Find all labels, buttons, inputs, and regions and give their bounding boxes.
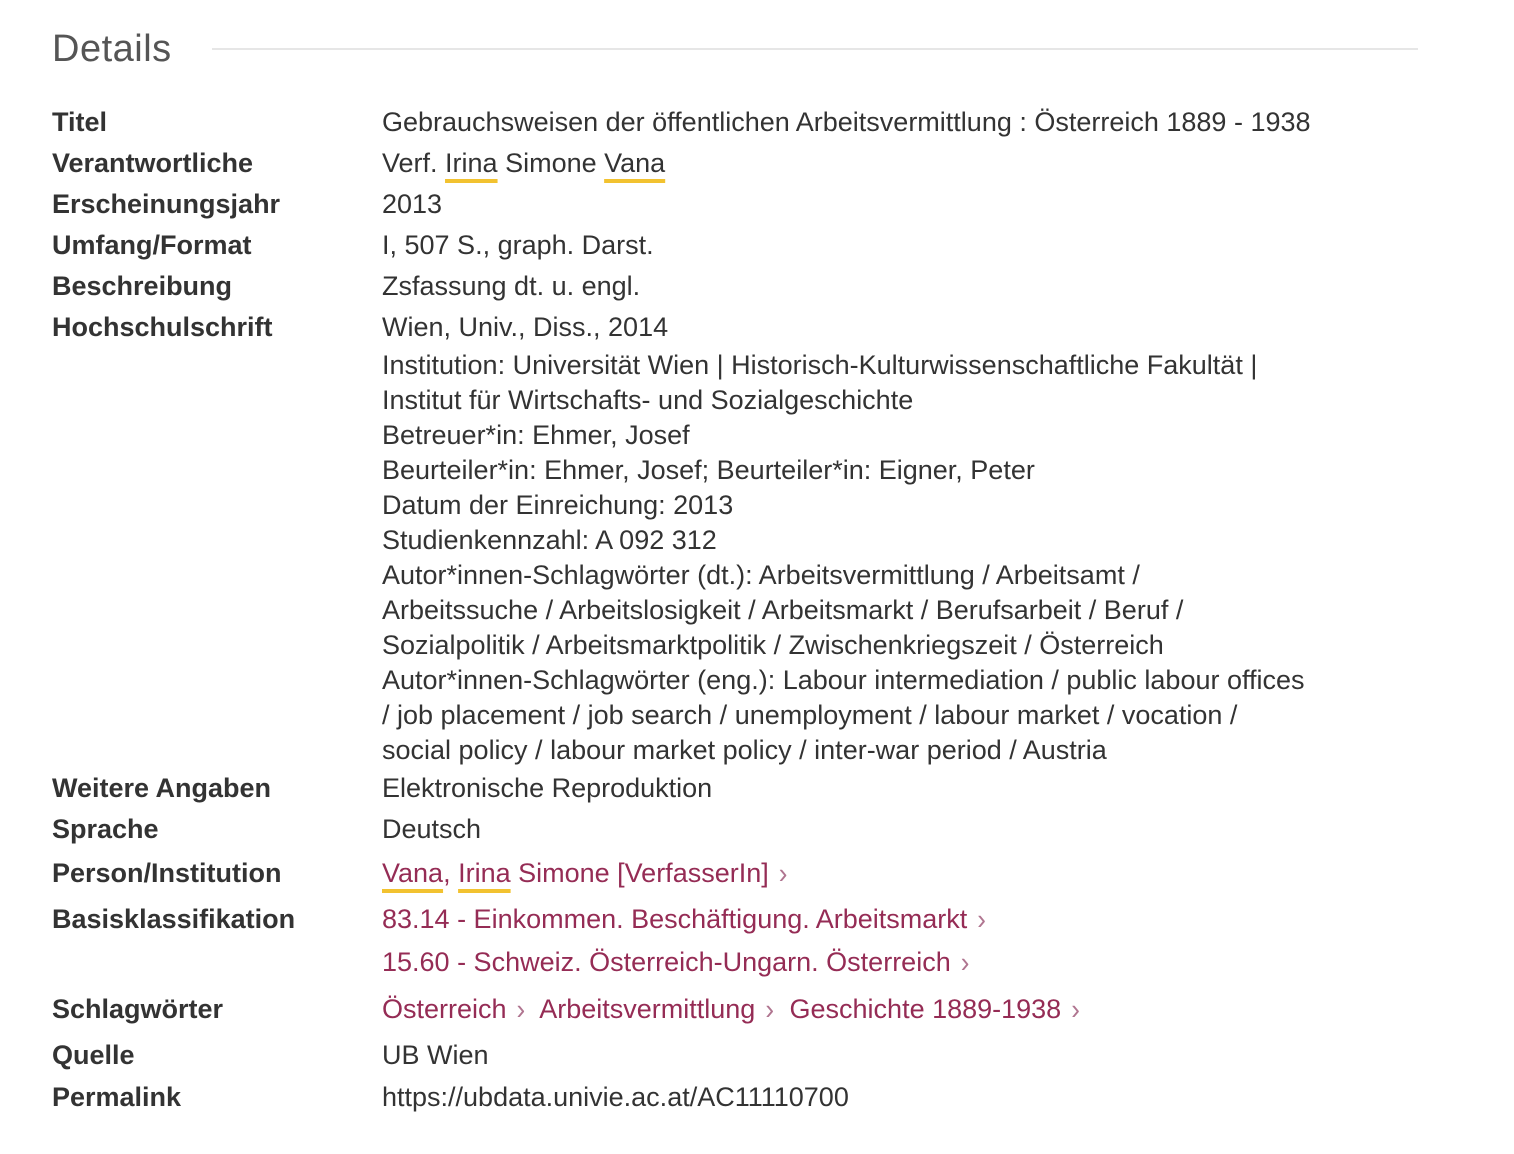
row-label: Beschreibung: [52, 271, 233, 301]
thesis-line: Datum der Einreichung: 2013: [382, 490, 734, 520]
title-value: Gebrauchsweisen der öffentlichen Arbeitsvermittlung : Österreich 1889 - 1938: [382, 107, 1311, 137]
responsible-value: [382, 143, 1432, 184]
row-permalink: [52, 1078, 1432, 1116]
thesis-line: Arbeitssuche / Arbeitslosigkeit / Arbeitsmarkt / Berufsarbeit / Beruf /: [382, 595, 1184, 625]
thesis-line: Institut für Wirtschafts- und Sozialgeschichte: [382, 385, 914, 415]
source-value: UB Wien: [382, 1040, 489, 1070]
extent-value: I, 507 S., graph. Darst.: [382, 230, 654, 260]
classification-value: [382, 896, 1432, 982]
row-label: Erscheinungsjahr: [52, 189, 281, 219]
thesis-line: Sozialpolitik / Arbeitsmarktpolitik / Zwischenkriegszeit / Österreich: [382, 630, 1164, 660]
year-value: 2013: [382, 189, 443, 219]
chevron-right-icon[interactable]: ›: [516, 992, 526, 1026]
person-link[interactable]: [382, 858, 769, 888]
responsible-middle: Simone: [497, 148, 605, 178]
thesis-line: Autor*innen-Schlagwörter (dt.): Arbeitsvermittlung / Arbeitsamt /: [382, 560, 1140, 590]
classification-link[interactable]: 15.60 - Schweiz. Österreich-Ungarn. Österreich: [382, 947, 951, 977]
thesis-line: / job placement / job search / unemployment / labour market / vocation /: [382, 700, 1238, 730]
subject-item: [382, 994, 533, 1024]
row-label: Verantwortliche: [52, 148, 254, 178]
highlighted-term: Irina: [445, 148, 498, 178]
chevron-right-icon[interactable]: ›: [765, 992, 774, 1026]
section-title: Details: [52, 28, 172, 70]
thesis-line: Institution: Universität Wien | Historisch-Kulturwissenschaftliche Fakultät |: [382, 350, 1258, 380]
highlighted-term: Irina: [458, 858, 511, 888]
permalink-value[interactable]: https://ubdata.univie.ac.at/AC11110700: [382, 1082, 849, 1112]
language-value: Deutsch: [382, 814, 482, 844]
row-quelle: [52, 1032, 1432, 1078]
row-verantwortliche: [52, 143, 1432, 184]
subject-item: [790, 994, 1088, 1024]
subject-link[interactable]: Österreich: [382, 994, 507, 1024]
row-label: Permalink: [52, 1082, 182, 1112]
thesis-line: Betreuer*in: Ehmer, Josef: [382, 420, 690, 450]
person-comma: ,: [443, 858, 459, 888]
chevron-right-icon[interactable]: ›: [1071, 992, 1080, 1026]
thesis-line: social policy / labour market policy / inter-war period / Austria: [382, 735, 1107, 765]
row-label: Schlagwörter: [52, 994, 224, 1024]
row-label: Person/Institution: [52, 858, 282, 888]
row-label: Weitere Angaben: [52, 773, 272, 803]
row-person-institution: [52, 850, 1432, 896]
row-erscheinungsjahr: [52, 184, 1432, 225]
row-titel: [52, 102, 1432, 143]
classification-item: [382, 942, 1432, 982]
classification-link[interactable]: 83.14 - Einkommen. Beschäftigung. Arbeitsmarkt: [382, 904, 968, 934]
row-label: Hochschulschrift: [52, 312, 273, 342]
person-value: [382, 850, 1432, 896]
thesis-line: Studienkennzahl: A 092 312: [382, 525, 717, 555]
further-info-value: Elektronische Reproduktion: [382, 773, 713, 803]
subject-link[interactable]: Arbeitsvermittlung: [539, 994, 756, 1024]
row-hochschulschrift: [52, 307, 1432, 768]
responsible-prefix: Verf.: [382, 148, 446, 178]
row-basisklassifikation: [52, 896, 1432, 982]
row-label: Titel: [52, 107, 108, 137]
subject-item: [539, 994, 782, 1024]
row-umfang: [52, 225, 1432, 266]
thesis-line: Wien, Univ., Diss., 2014: [382, 312, 669, 342]
person-rest: Simone [VerfasserIn]: [510, 858, 769, 888]
thesis-line: Autor*innen-Schlagwörter (eng.): Labour intermediation / public labour offices: [382, 665, 1305, 695]
row-label: Quelle: [52, 1040, 135, 1070]
row-label: Umfang/Format: [52, 230, 252, 260]
row-weitere-angaben: [52, 768, 1432, 809]
chevron-right-icon[interactable]: ›: [960, 945, 970, 979]
row-label: Sprache: [52, 814, 159, 844]
row-label: Basisklassifikation: [52, 904, 296, 934]
header-divider: [212, 48, 1418, 50]
row-beschreibung: [52, 266, 1432, 307]
chevron-right-icon[interactable]: ›: [778, 856, 788, 890]
description-value: Zsfassung dt. u. engl.: [382, 271, 641, 301]
details-header: [52, 22, 1418, 78]
thesis-value: [382, 307, 1432, 768]
row-sprache: [52, 809, 1432, 850]
subjects-value: [382, 986, 1432, 1032]
thesis-line: Beurteiler*in: Ehmer, Josef; Beurteiler*in: Eigner, Peter: [382, 455, 1035, 485]
row-schlagwoerter: [52, 986, 1432, 1032]
subject-link[interactable]: Geschichte 1889-1938: [789, 994, 1062, 1024]
details-list: [52, 102, 1432, 1116]
highlighted-term: Vana: [382, 858, 444, 888]
highlighted-term: Vana: [604, 148, 666, 178]
classification-item: [382, 896, 1432, 942]
chevron-right-icon[interactable]: ›: [977, 902, 986, 936]
